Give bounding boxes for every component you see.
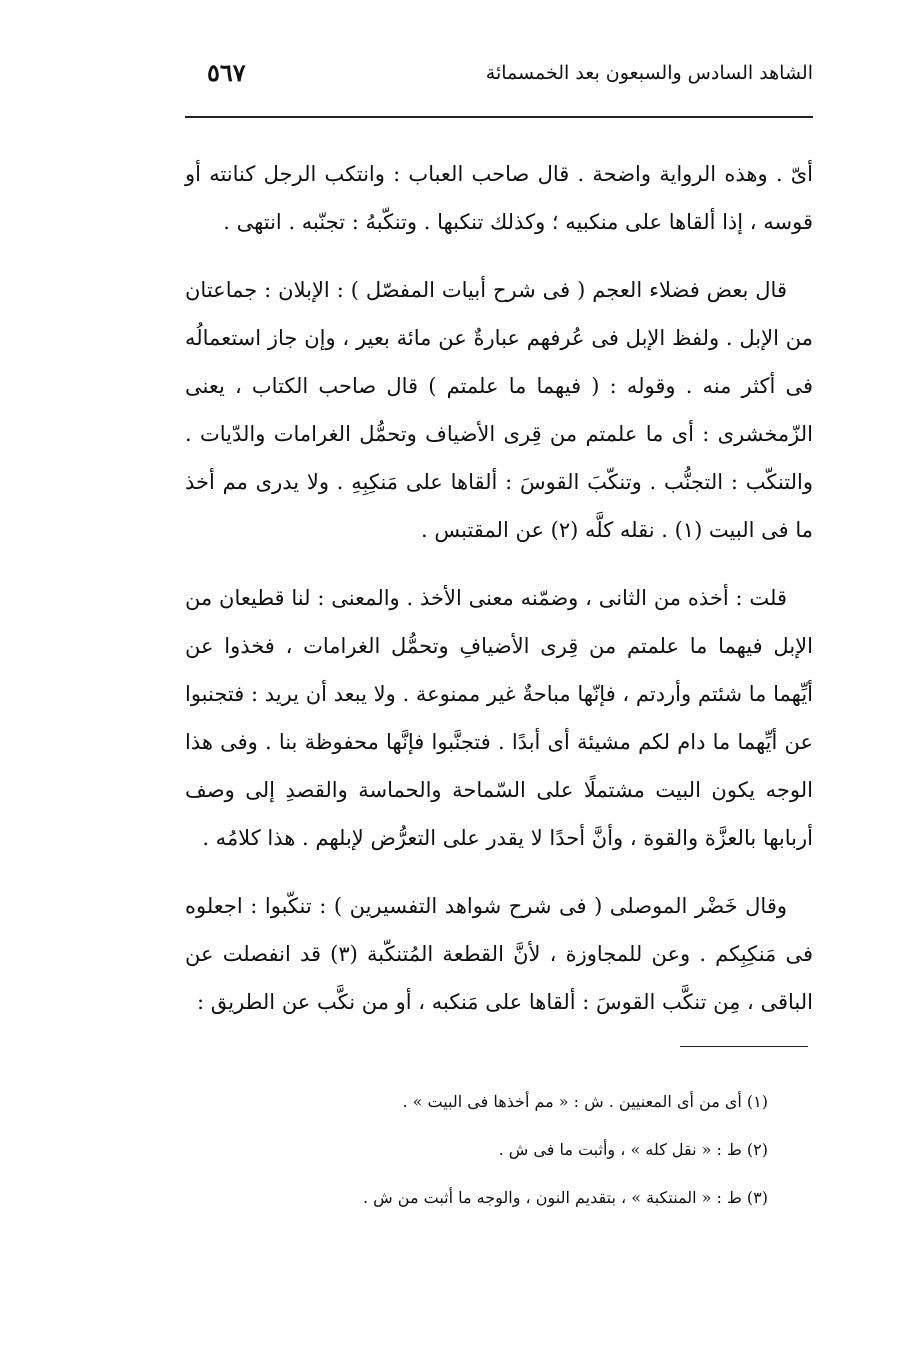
paragraph-2: قال بعض فضلاء العجم ( فى شرح أبيات المفصّل ) : الإبلان : جماعتان من الإبل . ولفظ الإبل فى عُرفهم عبارةٌ عن مائة بعير ، وإن جاز استعمالُه فى أكثر منه . وقوله : ( فيهما ما علمتم ) قال صاحب الكتاب ، يعنى الزّمخشرى : أى ما علمتم من قِرى الأضياف وتحمُّل الغرامات والدّيات . والتنكّب : التجنُّب . وتنكّبَ القوسَ : ألقاها على مَنكِبِهِ . ولا يدرى مم أخذ ما فى البيت (١) . نقله كلَّه (٢) عن المقتبس . [185, 278, 813, 542]
footnote-3: (٣) ط : « المنتكبة » ، بتقديم النون ، والوجه ما أثبت من ش . [362, 1188, 768, 1207]
paragraph-4: وقال خَضْر الموصلى ( فى شرح شواهد التفسيرين ) : تنكّبوا : اجعلوه فى مَنكِبِكم . وعن للمجاوزة ، لأنَّ القطعة المُتنكّبة (٣) قد انفصلت عن الباقى ، مِن تنكَّب القوسَ : ألقاها على مَنكبه ، أو من نكَّب عن الطريق : [185, 894, 813, 1014]
page-number: ٥٦٧ [207, 58, 246, 87]
body-text [185, 150, 813, 1026]
footnote-rule [680, 1046, 808, 1047]
running-title: الشاهد السادس والسبعون بعد الخمسمائة [485, 62, 813, 84]
page-header [185, 58, 813, 98]
paragraph-3: قلت : أخذه من الثانى ، وضمّنه معنى الأخذ . والمعنى : لنا قطيعان من الإبل فيهما ما علمتم من قِرى الأضيافِ وتحمُّل الغرامات ، فخذوا عن أيِّهما ما شئتم وأردتم ، فإنّها مباحةٌ غير ممنوعة . ولا يبعد أن يريد : فتجنبوا عن أيِّهما ما دام لكم مشيئة أى أبدًا . فتجنَّبوا فإنَّها محفوظة بنا . وفى هذا الوجه يكون البيت مشتملًا على السّماحة والحماسة والقصدِ إلى وصف أربابها بالعزَّة والقوة ، وأنَّ أحدًا لا يقدر على التعرُّض لإبلهم . هذا كلامُه . [185, 586, 813, 850]
paragraph-1: أىّ . وهذه الرواية واضحة . قال صاحب العباب : وانتكب الرجل كنانته أو قوسه ، إذا ألقاها على منكبيه ؛ وكذلك تنكبها . وتنكّبهُ : تجنّبه . انتهى . [185, 162, 813, 234]
footnote-1: (١) أى من أى المعنيين . ش : « مم أخذها فى البيت » . [402, 1092, 768, 1111]
header-rule [185, 116, 813, 118]
footnotes [240, 1078, 768, 1222]
footnote-2: (٢) ط : « نقل كله » ، وأثبت ما فى ش . [498, 1140, 768, 1159]
